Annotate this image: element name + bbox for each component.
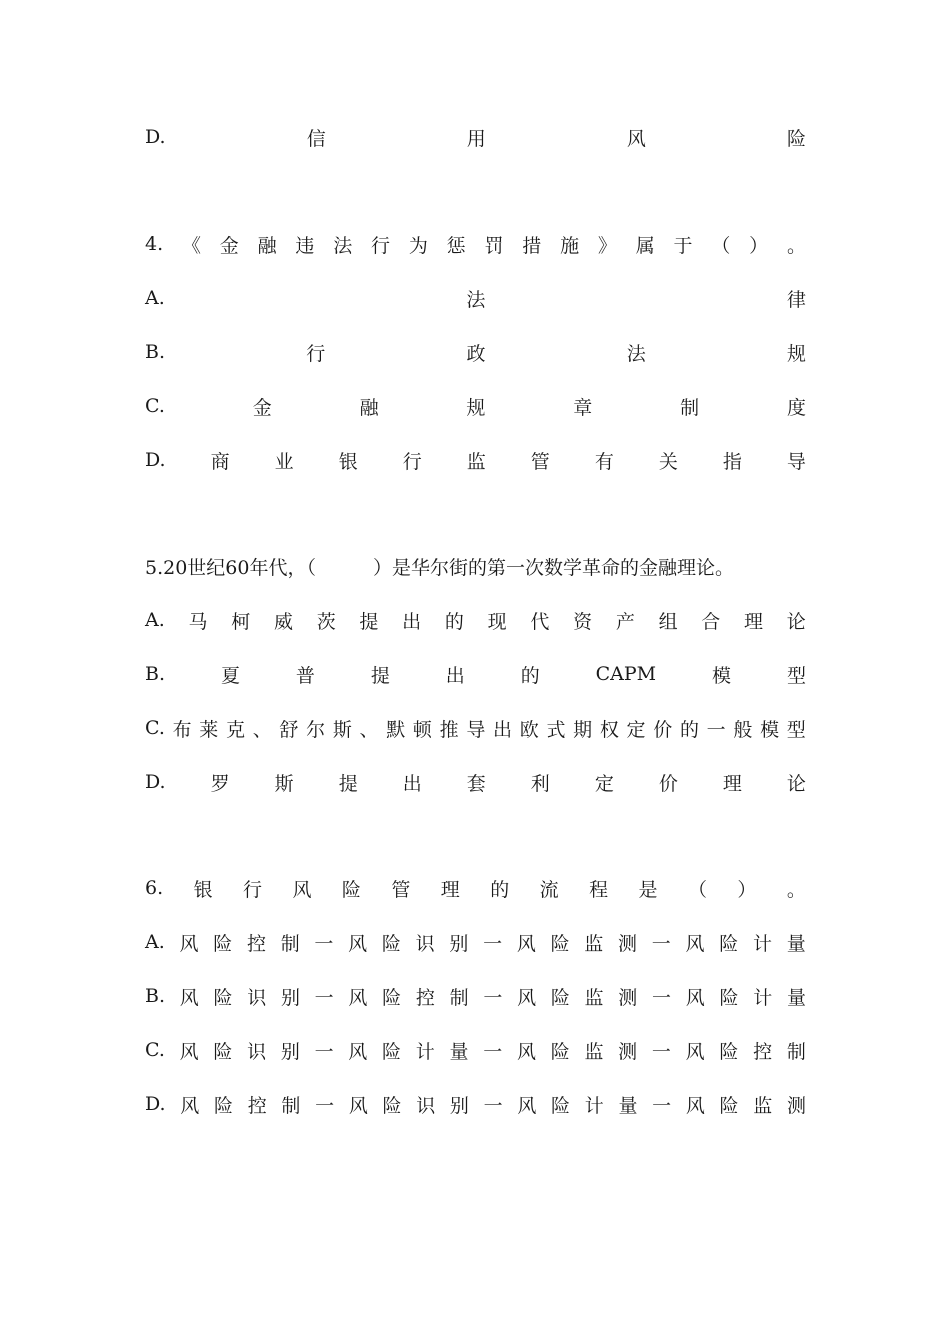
- text-token: 风: [179, 932, 199, 955]
- q5-option-c: [145, 713, 806, 743]
- text-token: 一: [651, 932, 671, 955]
- text-token: 险: [382, 1094, 402, 1117]
- q3-option-d: [145, 122, 806, 152]
- text-token: 风: [517, 986, 537, 1009]
- text-token: 险: [213, 932, 233, 955]
- text-token: 合: [701, 610, 721, 633]
- text-token: 理: [744, 610, 764, 633]
- text-token: 斯: [274, 772, 294, 795]
- text-token: 监: [753, 1094, 773, 1117]
- text-token: 《: [181, 234, 201, 257]
- text-token: 制: [786, 1040, 806, 1063]
- text-token: 险: [550, 1040, 570, 1063]
- text-token: D.: [145, 126, 166, 148]
- text-token: 控: [247, 1094, 267, 1117]
- text-token: C.: [145, 1039, 165, 1061]
- text-token: 商: [210, 450, 230, 473]
- text-token: 一: [315, 1094, 335, 1117]
- text-token: 的: [679, 718, 699, 741]
- text-token: D.: [145, 771, 166, 793]
- text-token: 一: [483, 986, 503, 1009]
- text-token: 属: [635, 234, 655, 257]
- text-token: 险: [719, 1040, 739, 1063]
- q4-question: [145, 229, 806, 259]
- text-token: 法: [333, 234, 353, 257]
- text-token: 管: [391, 878, 411, 901]
- text-token: ）: [749, 234, 769, 257]
- text-token: 度: [786, 396, 806, 419]
- text-token: C.: [145, 717, 165, 739]
- text-token: 违: [295, 234, 315, 257]
- text-token: 风: [685, 1040, 705, 1063]
- text-token: 关: [658, 450, 678, 473]
- text-token: 一: [652, 986, 672, 1009]
- text-token: 规: [466, 396, 486, 419]
- q5-question: [145, 551, 734, 581]
- text-token: 代: [530, 610, 550, 633]
- text-token: 有: [594, 450, 614, 473]
- q4-option-a: [145, 283, 806, 313]
- text-token: 。: [786, 234, 806, 257]
- q6-question: [145, 873, 806, 903]
- text-token: 险: [550, 932, 570, 955]
- text-token: 提: [359, 610, 379, 633]
- text-token: A.: [145, 287, 165, 309]
- text-token: 4.: [145, 233, 164, 255]
- text-token: 利: [530, 772, 550, 795]
- text-token: 默: [386, 718, 406, 741]
- q6-option-b: [145, 981, 806, 1011]
- text-token: 控: [415, 986, 435, 1009]
- text-token: 政: [466, 342, 486, 365]
- text-token: 险: [786, 127, 806, 150]
- text-token: 用: [466, 127, 486, 150]
- text-token: 计: [752, 932, 772, 955]
- text-token: 制: [449, 986, 469, 1009]
- text-token: 克: [226, 718, 246, 741]
- text-token: 出: [493, 718, 513, 741]
- text-token: 监: [584, 932, 604, 955]
- text-token: 一: [483, 932, 503, 955]
- text-token: 出: [402, 610, 422, 633]
- text-token: 一: [652, 1094, 672, 1117]
- text-token: 顿: [412, 718, 432, 741]
- text-token: 险: [550, 986, 570, 1009]
- text-token: 模: [712, 664, 732, 687]
- text-token: 测: [618, 932, 638, 955]
- q4-option-c: [145, 391, 806, 421]
- text-token: 一: [314, 932, 334, 955]
- text-token: 险: [341, 878, 361, 901]
- text-token: 理: [722, 772, 742, 795]
- text-token: 险: [719, 932, 739, 955]
- q6-option-d: [145, 1089, 806, 1119]
- text-token: 计: [415, 1040, 435, 1063]
- text-token: 一: [314, 1040, 334, 1063]
- text-token: 测: [618, 1040, 638, 1063]
- text-token: 风: [180, 1094, 200, 1117]
- text-token: 险: [551, 1094, 571, 1117]
- text-token: 论: [786, 772, 806, 795]
- text-token: 夏: [220, 664, 240, 687]
- q5-option-b: [145, 659, 806, 689]
- text-token: 行: [402, 450, 422, 473]
- text-token: 风: [348, 1094, 368, 1117]
- text-token: 提: [370, 664, 390, 687]
- text-token: 产: [615, 610, 635, 633]
- text-token: 型: [786, 664, 806, 687]
- text-token: 模: [760, 718, 780, 741]
- text-token: 马: [188, 610, 208, 633]
- text-token: 。: [786, 878, 806, 901]
- text-token: A.: [145, 931, 165, 953]
- text-token: 风: [685, 932, 705, 955]
- text-token: D.: [145, 1093, 166, 1115]
- text-token: 一: [651, 1040, 671, 1063]
- text-token: 制: [280, 932, 300, 955]
- text-token: 融: [257, 234, 277, 257]
- text-token: 测: [786, 1094, 806, 1117]
- text-token: 量: [618, 1094, 638, 1117]
- text-token: 识: [247, 1040, 267, 1063]
- text-token: 威: [273, 610, 293, 633]
- text-token: 斯: [332, 718, 352, 741]
- text-token: 业: [274, 450, 294, 473]
- text-token: 险: [382, 1040, 402, 1063]
- text-token: 别: [280, 1040, 300, 1063]
- text-token: 风: [685, 986, 705, 1009]
- text-token: 行: [306, 342, 326, 365]
- text-token: 制: [281, 1094, 301, 1117]
- text-token: 识: [247, 986, 267, 1009]
- text-token: 普: [295, 664, 315, 687]
- text-token: 惩: [446, 234, 466, 257]
- text-token: 量: [449, 1040, 469, 1063]
- text-token: 制: [680, 396, 700, 419]
- text-token: 别: [449, 932, 469, 955]
- text-token: 式: [546, 718, 566, 741]
- text-token: 的: [444, 610, 464, 633]
- text-token: 信: [306, 127, 326, 150]
- text-token: 法: [466, 288, 486, 311]
- text-token: B.: [145, 663, 166, 685]
- text-token: 规: [786, 342, 806, 365]
- text-token: 别: [280, 986, 300, 1009]
- text-token: 出: [402, 772, 422, 795]
- text-token: 6.: [145, 877, 164, 899]
- text-token: 风: [348, 932, 368, 955]
- text-token: ）: [737, 878, 757, 901]
- text-token: 导: [466, 718, 486, 741]
- text-token: 计: [753, 986, 773, 1009]
- text-token: 险: [213, 1040, 233, 1063]
- text-token: 导: [786, 450, 806, 473]
- text-token: 尔: [306, 718, 326, 741]
- text-token: 价: [653, 718, 673, 741]
- text-token: 测: [618, 986, 638, 1009]
- text-token: 量: [786, 932, 806, 955]
- q5-option-a: [145, 605, 806, 635]
- text-token: 控: [753, 1040, 773, 1063]
- text-token: 的: [490, 878, 510, 901]
- text-token: 行: [371, 234, 391, 257]
- q6-option-a: [145, 927, 806, 957]
- text-token: 推: [439, 718, 459, 741]
- text-token: 施: [560, 234, 580, 257]
- q6-option-c: [145, 1035, 806, 1065]
- text-token: 风: [626, 127, 646, 150]
- text-token: 是: [638, 878, 658, 901]
- text-token: 组: [658, 610, 678, 633]
- text-token: 风: [179, 986, 199, 1009]
- q4-option-b: [145, 337, 806, 367]
- text-token: 银: [338, 450, 358, 473]
- text-token: 风: [685, 1094, 705, 1117]
- text-token: 罚: [484, 234, 504, 257]
- text-token: 控: [246, 932, 266, 955]
- text-token: 风: [348, 986, 368, 1009]
- text-token: 提: [338, 772, 358, 795]
- text-token: 般: [733, 718, 753, 741]
- text-token: 章: [573, 396, 593, 419]
- text-token: 银: [193, 878, 213, 901]
- text-token: 监: [466, 450, 486, 473]
- text-token: 莱: [199, 718, 219, 741]
- text-token: 融: [359, 396, 379, 419]
- text-token: 监: [584, 1040, 604, 1063]
- text-token: 罗: [210, 772, 230, 795]
- text-token: 识: [416, 1094, 436, 1117]
- text-token: 型: [786, 718, 806, 741]
- text-token: 舒: [279, 718, 299, 741]
- text-token: 的: [520, 664, 540, 687]
- text-token: 程: [589, 878, 609, 901]
- text-token: 价: [658, 772, 678, 795]
- text-token: 风: [292, 878, 312, 901]
- text-token: 法: [626, 342, 646, 365]
- text-token: （: [711, 234, 731, 257]
- text-token: 为: [408, 234, 428, 257]
- text-token: 柯: [231, 610, 251, 633]
- text-token: 监: [584, 986, 604, 1009]
- text-token: 风: [517, 1094, 537, 1117]
- text-token: 权: [599, 718, 619, 741]
- text-token: 金: [219, 234, 239, 257]
- text-token: 风: [516, 932, 536, 955]
- text-token: 管: [530, 450, 550, 473]
- text-token: 风: [516, 1040, 536, 1063]
- text-token: B.: [145, 985, 166, 1007]
- text-token: 别: [449, 1094, 469, 1117]
- text-token: 欧: [519, 718, 539, 741]
- text-token: 险: [213, 986, 233, 1009]
- q4-option-d: [145, 445, 806, 475]
- text-token: 、: [252, 718, 272, 741]
- text-token: 量: [786, 986, 806, 1009]
- text-token: 论: [786, 610, 806, 633]
- text-token: 险: [381, 932, 401, 955]
- text-token: （: [687, 878, 707, 901]
- text-token: 一: [483, 1094, 503, 1117]
- text-token: C.: [145, 395, 165, 417]
- text-token: 套: [466, 772, 486, 795]
- text-token: 资: [573, 610, 593, 633]
- text-token: 现: [487, 610, 507, 633]
- text-token: 一: [706, 718, 726, 741]
- text-token: 险: [719, 1094, 739, 1117]
- text-token: 风: [348, 1040, 368, 1063]
- text-token: 出: [445, 664, 465, 687]
- text-token: 行: [243, 878, 263, 901]
- text-token: 布: [172, 718, 192, 741]
- text-token: 一: [483, 1040, 503, 1063]
- text-token: 流: [539, 878, 559, 901]
- text-line: 5.20世纪60年代，（ ）是华尔街的第一次数学革命的金融理论。: [145, 556, 734, 579]
- text-token: A.: [145, 609, 165, 631]
- text-token: CAPM: [595, 663, 657, 685]
- q5-option-d: [145, 767, 806, 797]
- text-token: 律: [786, 288, 806, 311]
- text-token: 茨: [316, 610, 336, 633]
- text-token: 险: [719, 986, 739, 1009]
- text-token: 定: [626, 718, 646, 741]
- text-token: 计: [584, 1094, 604, 1117]
- text-token: 指: [722, 450, 742, 473]
- text-token: 》: [597, 234, 617, 257]
- text-token: 措: [522, 234, 542, 257]
- text-token: 、: [359, 718, 379, 741]
- text-token: 金: [252, 396, 272, 419]
- text-token: 一: [314, 986, 334, 1009]
- text-token: 险: [214, 1094, 234, 1117]
- text-token: 险: [382, 986, 402, 1009]
- text-token: 理: [440, 878, 460, 901]
- text-token: 风: [179, 1040, 199, 1063]
- text-token: D.: [145, 449, 166, 471]
- text-token: 识: [415, 932, 435, 955]
- text-token: 定: [594, 772, 614, 795]
- text-token: 于: [673, 234, 693, 257]
- text-token: 期: [573, 718, 593, 741]
- text-token: B.: [145, 341, 166, 363]
